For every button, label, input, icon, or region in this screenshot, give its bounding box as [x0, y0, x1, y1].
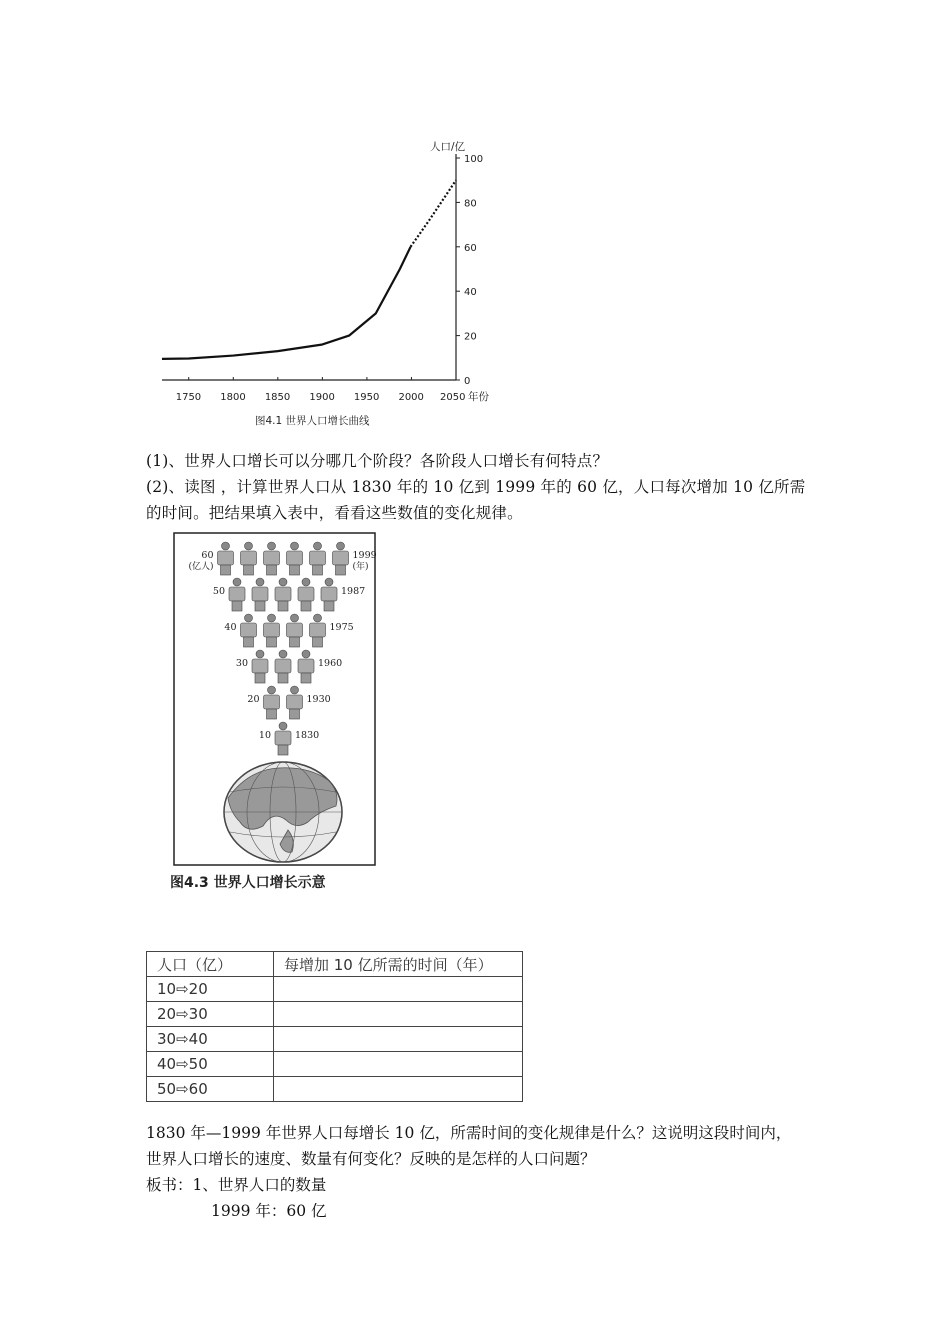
person-head [279, 578, 287, 586]
person-legs [324, 601, 334, 611]
x-tick-label: 2050 [440, 392, 466, 403]
year-label: 1960 [318, 658, 343, 669]
person-legs [267, 709, 277, 719]
person-head [337, 542, 345, 550]
person-legs [290, 709, 300, 719]
person-legs [301, 601, 311, 611]
person-head [314, 614, 322, 622]
person-legs [313, 637, 323, 647]
person-legs [221, 565, 231, 575]
year-unit-label: (年) [352, 562, 369, 572]
population-label: 60 [201, 550, 214, 561]
row-answer-cell[interactable] [274, 1052, 523, 1077]
year-label: 1830 [295, 730, 320, 741]
person-head [268, 542, 276, 550]
person-body [321, 587, 337, 601]
person-legs [267, 565, 277, 575]
person-body [241, 623, 257, 637]
person-head [268, 614, 276, 622]
year-label: 1999 [352, 550, 377, 561]
person-head [279, 650, 287, 658]
person-legs [244, 637, 254, 647]
row-label: 10⇨20 [147, 977, 274, 1002]
person-legs [267, 637, 277, 647]
year-label: 1930 [306, 694, 331, 705]
person-head [245, 614, 253, 622]
person-body [287, 623, 303, 637]
table-row [147, 1052, 523, 1077]
person-legs [290, 565, 300, 575]
person-head [268, 686, 276, 694]
population-line [162, 247, 411, 359]
table-row [147, 1002, 523, 1027]
person-legs [290, 637, 300, 647]
person-legs [278, 601, 288, 611]
person-legs [336, 565, 346, 575]
row-answer-cell[interactable] [274, 977, 523, 1002]
person-body [287, 551, 303, 565]
row-label: 40⇨50 [147, 1052, 274, 1077]
y-tick-label: 60 [464, 242, 477, 254]
person-legs [278, 673, 288, 683]
person-body [264, 551, 280, 565]
population-curve-chart [150, 130, 510, 430]
person-body [218, 551, 234, 565]
person-head [325, 578, 333, 586]
person-legs [232, 601, 242, 611]
person-body [310, 551, 326, 565]
table-header-row [147, 952, 523, 977]
y-tick-label: 40 [464, 287, 477, 299]
population-growth-pictogram [168, 530, 398, 898]
population-label: 20 [247, 694, 260, 705]
x-tick-label: 1800 [220, 392, 246, 403]
person-head [222, 542, 230, 550]
person-body [298, 659, 314, 673]
person-head [245, 542, 253, 550]
person-body [275, 731, 291, 745]
y-tick-label: 20 [464, 331, 477, 343]
x-tick-label: 1900 [309, 392, 335, 403]
person-head [302, 578, 310, 586]
header-time: 每增加 10 亿所需的时间（年） [274, 952, 523, 977]
person-body [229, 587, 245, 601]
person-body [275, 659, 291, 673]
row-answer-cell[interactable] [274, 1027, 523, 1052]
y-tick-label: 0 [464, 376, 471, 387]
x-tick-label: 1950 [353, 392, 380, 403]
person-head [291, 614, 299, 622]
row-label: 30⇨40 [147, 1027, 274, 1052]
closing-question-line-1: 1830 年—1999 年世界人口每增长 10 亿，所需时间的变化规律是什么？这说明这段时间内， [146, 1124, 792, 1142]
closing-question-line-2: 世界人口增长的速度、数量有何变化？反映的是怎样的人口问题？ [146, 1150, 596, 1168]
person-body [333, 551, 349, 565]
person-legs [244, 565, 254, 575]
person-body [298, 587, 314, 601]
growth-time-table [146, 951, 523, 1102]
person-body [252, 659, 268, 673]
globe-icon [224, 762, 342, 862]
person-body [264, 695, 280, 709]
person-body [241, 551, 257, 565]
row-answer-cell[interactable] [274, 1002, 523, 1027]
year-label: 1975 [329, 622, 354, 633]
population-label: 40 [224, 622, 237, 633]
person-body [252, 587, 268, 601]
population-label: 10 [258, 730, 271, 741]
row-answer-cell[interactable] [274, 1077, 523, 1102]
population-label: 30 [235, 658, 248, 669]
person-head [256, 650, 264, 658]
board-note-title: 板书：1、世界人口的数量 [146, 1176, 327, 1194]
person-head [279, 722, 287, 730]
chart-caption: 图4.1 世界人口增长曲线 [255, 415, 370, 427]
x-tick-label: 2000 [398, 392, 424, 403]
x-tick-label: 1750 [175, 392, 202, 403]
header-population: 人口（亿） [147, 952, 274, 977]
person-body [310, 623, 326, 637]
population-label: 50 [212, 586, 225, 597]
row-label: 50⇨60 [147, 1077, 274, 1102]
row-label: 20⇨30 [147, 1002, 274, 1027]
person-body [264, 623, 280, 637]
figure-caption: 图4.3 世界人口增长示意 [170, 875, 326, 891]
population-unit-label: (亿人) [188, 562, 214, 572]
table-row [147, 1027, 523, 1052]
y-tick-label: 100 [464, 154, 484, 165]
question-2-line-2: 的时间。把结果填入表中，看看这些数值的变化规律。 [146, 504, 523, 522]
person-head [314, 542, 322, 550]
table-row [147, 1077, 523, 1102]
person-legs [278, 745, 288, 755]
board-note-item: 1999 年：60 亿 [211, 1202, 327, 1220]
person-head [291, 542, 299, 550]
person-head [302, 650, 310, 658]
person-head [233, 578, 241, 586]
question-1: (1)、世界人口增长可以分哪几个阶段？各阶段人口增长有何特点？ [146, 452, 609, 470]
person-legs [255, 601, 265, 611]
x-tick-label: 1850 [264, 392, 291, 403]
y-tick-label: 80 [464, 198, 477, 210]
year-label: 1987 [341, 586, 366, 597]
person-legs [255, 673, 265, 683]
y-axis-label: 人口/亿 [430, 141, 466, 153]
population-projection-line [411, 180, 456, 247]
question-2-line-1: (2)、读图 ，计算世界人口从 1830 年的 10 亿到 1999 年的 60 亿，人口每次增加 10 亿所需 [146, 478, 806, 496]
person-legs [313, 565, 323, 575]
person-head [256, 578, 264, 586]
person-body [275, 587, 291, 601]
table-row [147, 977, 523, 1002]
person-legs [301, 673, 311, 683]
person-body [287, 695, 303, 709]
x-axis-label: 年份 [468, 391, 489, 403]
person-head [291, 686, 299, 694]
